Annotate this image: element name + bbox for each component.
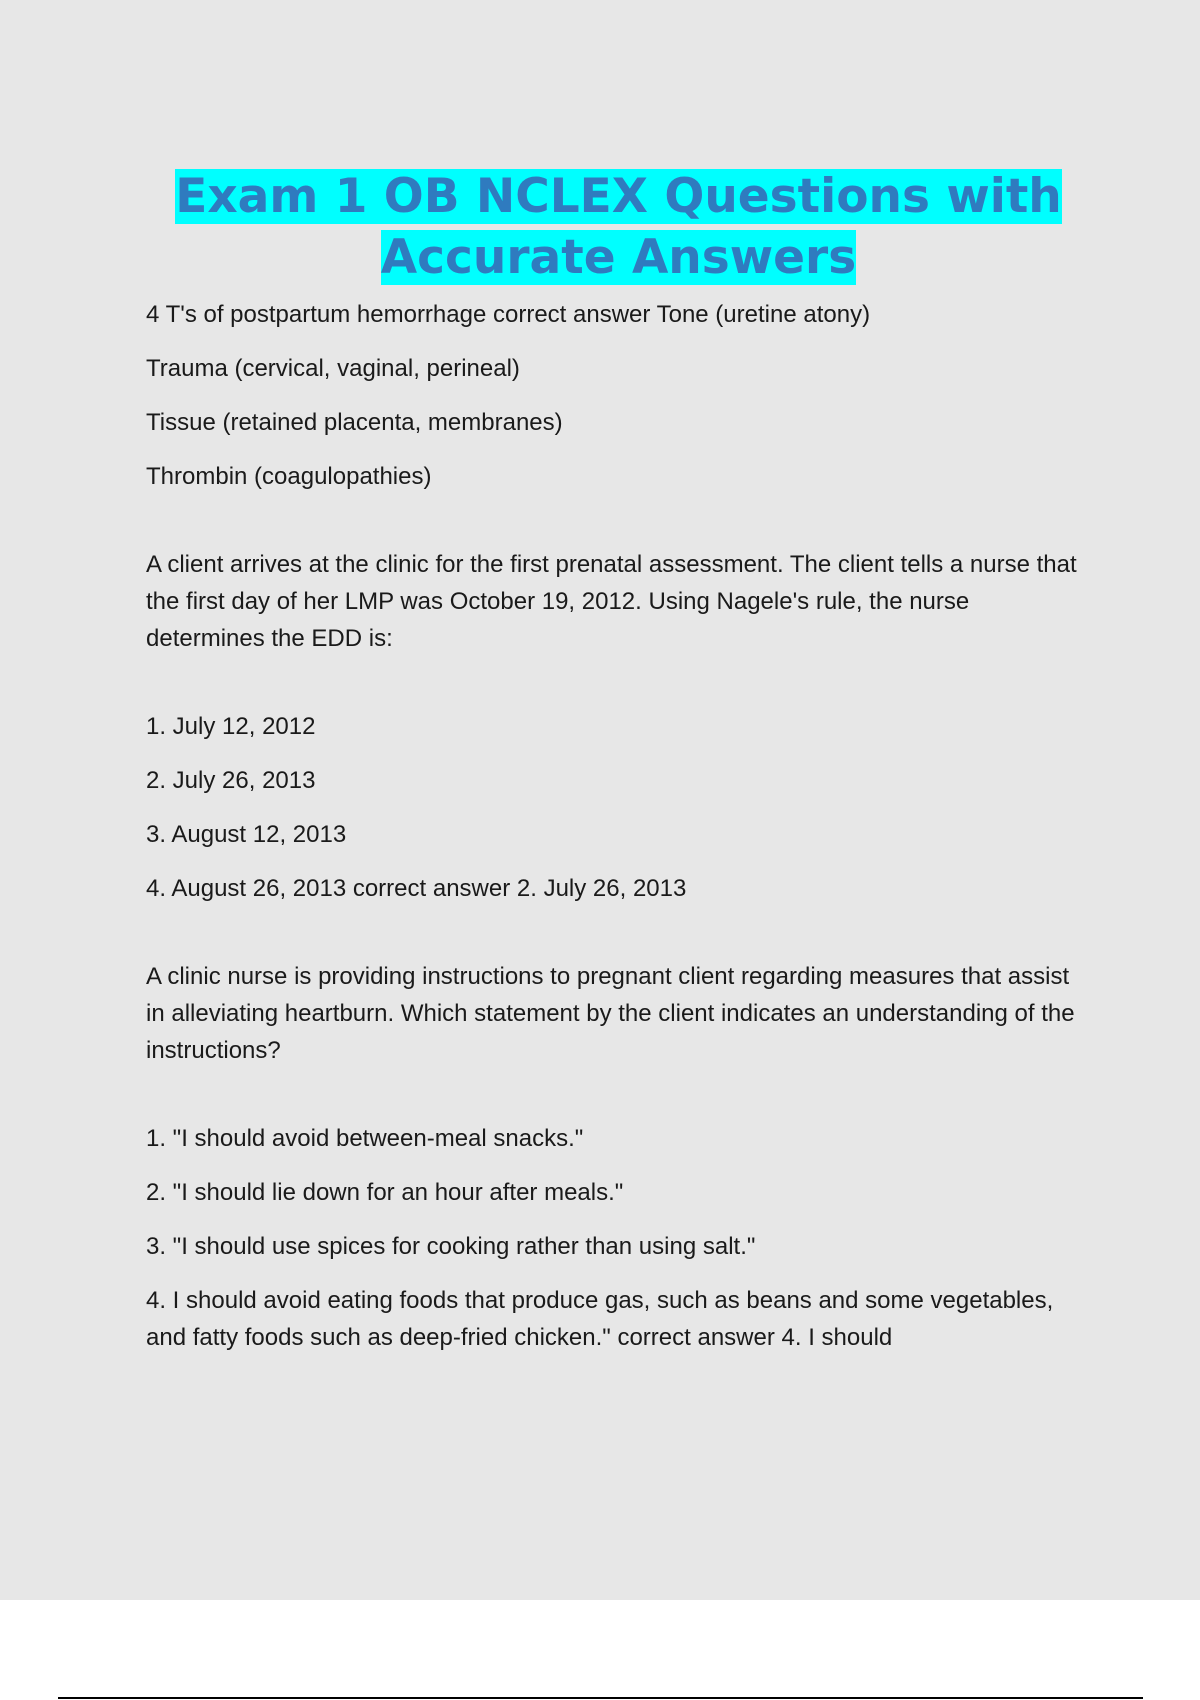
answer-option: 1. "I should avoid between-meal snacks." [146,1125,584,1152]
answer-option: 4. August 26, 2013 correct answer 2. July 26, 2013 [146,875,687,902]
question-text: A client arrives at the clinic for the first prenatal assessment. The client tells a nurse that the first day of her LMP was October 19, 2012. Using Nagele's rule, the nurse determines the EDD is: [146,551,1084,652]
section-nagele-question [146,546,1091,657]
answer-option: 3. August 12, 2013 [146,821,347,848]
answer-option: 1. July 12, 2012 [146,713,316,740]
section-spacer [146,512,1091,546]
question-text: A clinic nurse is providing instructions to pregnant client regarding measures that assist in alleviating heartburn. Which statement by the client indicates an understanding of the instructions? [146,963,1082,1064]
section-heartburn-question [146,958,1091,1069]
paragraph: Trauma (cervical, vaginal, perineal) [146,355,520,382]
document-title: Exam 1 OB NCLEX Questions with Accurate Answers [175,169,1062,285]
section-spacer [146,674,1091,708]
paragraph: Thrombin (coagulopathies) [146,463,432,490]
section-postpartum-hemorrhage [146,296,1091,495]
footer-divider [58,1697,1143,1699]
section-nagele-options [146,708,1091,907]
document-content [146,166,1091,1373]
answer-option: 3. "I should use spices for cooking rather than using salt." [146,1233,756,1260]
section-heartburn-options [146,1120,1091,1356]
paragraph: Tissue (retained placenta, membranes) [146,409,563,436]
answer-option: 2. July 26, 2013 [146,767,316,794]
paragraph: 4 T's of postpartum hemorrhage correct answer Tone (uretine atony) [146,301,871,328]
section-spacer [146,1086,1091,1120]
section-spacer [146,924,1091,958]
title-block [146,166,1091,288]
answer-option: 2. "I should lie down for an hour after meals." [146,1179,624,1206]
answer-option: 4. I should avoid eating foods that produce gas, such as beans and some vegetables, and fatty foods such as deep-fried chicken." correct answer 4. I should [146,1287,1060,1351]
